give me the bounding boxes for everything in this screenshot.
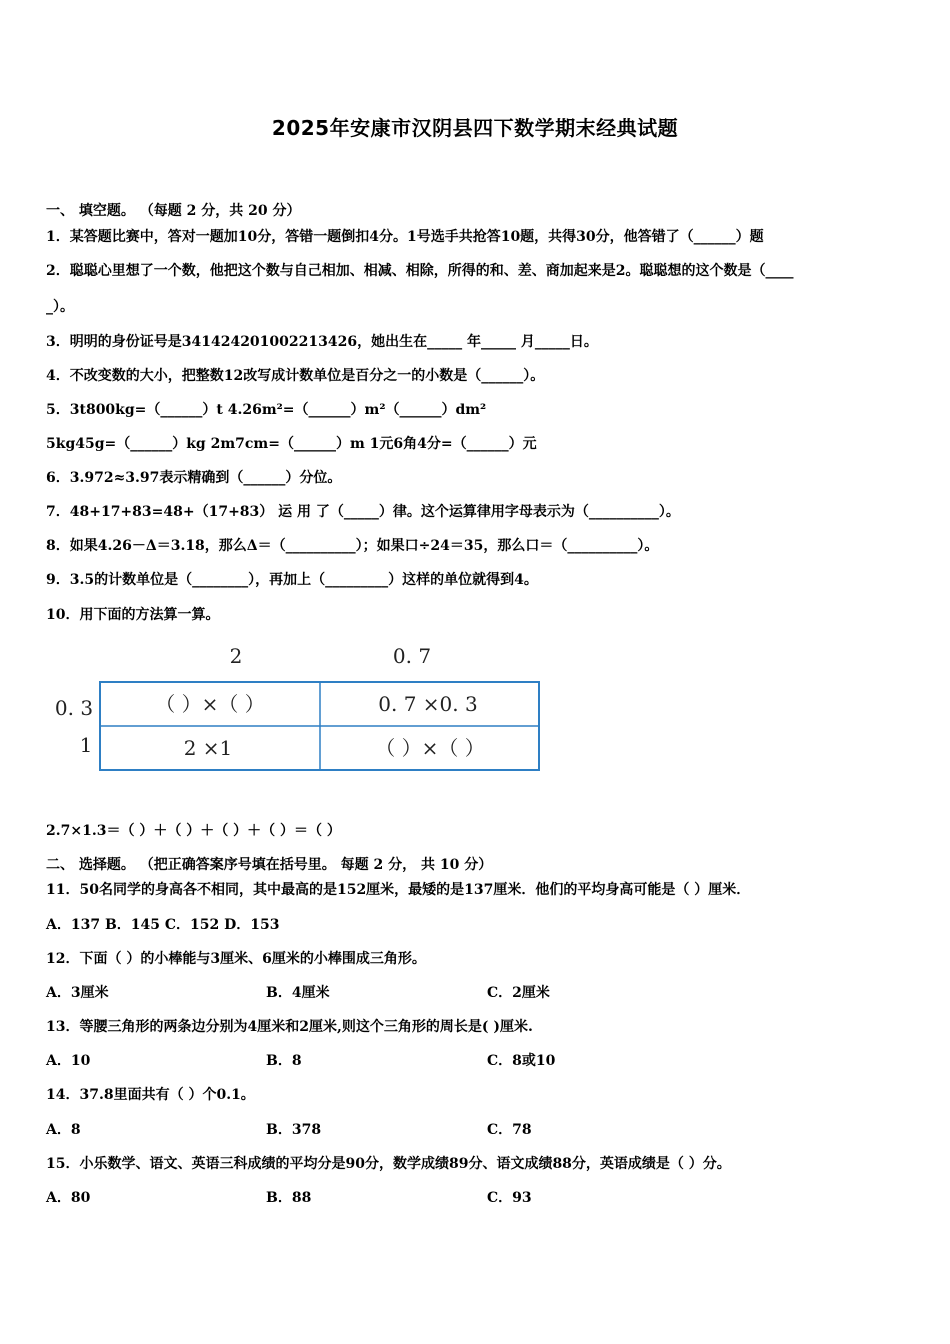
question-13: 13．等腰三角形的两条边分别为4厘米和2厘米,则这个三角形的周长是( )厘米. [46,1019,533,1035]
row-header-1: 0. 3 [54,696,94,720]
question-11: 11．50名同学的身高各不相同，其中最高的是152厘米，最矮的是137厘米．他们的平均身高可能是（ ）厘米． [46,882,751,898]
option-a: A．80 [46,1190,91,1206]
section1-heading: 一、 填空题。 （每题 2 分，共 20 分） [46,203,301,219]
cell-row1-col2: 0. 7 ×0. 3 [378,692,478,716]
section2-heading: 二、 选择题。 （把正确答案序号填在括号里。 每题 2 分， 共 10 分） [46,857,493,873]
option-c: C．93 [487,1190,532,1206]
question-2: 2．聪聪心里想了一个数，他把这个数与自己相加、相减、相除，所得的和、差、商加起来是2。聪聪想的这个数是（____ [46,263,794,279]
question-5: 5．3t800kg=（______）t 4.26m²=（______）m²（______）dm² [46,402,487,418]
column-header-1: 2 [229,644,243,668]
option-b: B．4厘米 [266,985,330,1001]
option-c: C．8或10 [487,1053,556,1069]
area-model-svg [50,638,550,788]
question-2-continued: _）。 [46,299,74,315]
option-b: B．378 [266,1122,322,1138]
question-15: 15．小乐数学、语文、英语三科成绩的平均分是90分，数学成绩89分、语文成绩88分，英语成绩是（ ）分。 [46,1156,731,1172]
option-c: C．78 [487,1122,532,1138]
question-9: 9．3.5的计数单位是（________），再加上（_________）这样的单位就得到4。 [46,572,538,588]
question-8: 8．如果4.26－Δ＝3.18，那么Δ＝（__________）；如果口÷24＝35，那么口＝（__________）。 [46,538,659,554]
question-1: 1．某答题比赛中，答对一题加10分，答错一题倒扣4分。1号选手共抢答10题，共得30分，他答错了（______）题 [46,229,764,245]
question-4: 4．不改变数的大小，把整数12改写成计数单位是百分之一的小数是（______）。 [46,368,545,384]
question-14: 14．37.8里面共有（ ）个0.1。 [46,1087,255,1103]
cell-row2-col1: 2 ×1 [183,736,233,760]
option-a: A．3厘米 [46,985,109,1001]
question-6: 6．3.972≈3.97表示精确到（______）分位。 [46,470,342,486]
area-model-figure [50,638,550,788]
option-b: B．8 [266,1053,302,1069]
cell-row2-col2: （ ）×（ ） [375,736,485,760]
option-c: C．2厘米 [487,985,550,1001]
row-header-2: 1 [79,733,93,757]
question-5-continued: 5kg45g=（______）kg 2m7cm=（______）m 1元6角4分=（______）元 [46,436,537,452]
question-10: 10．用下面的方法算一算。 [46,607,220,623]
question-10-equation: 2.7×1.3＝（ ）＋（ ）＋（ ）＋（ ）＝（ ） [46,823,341,839]
option-a: A．8 [46,1122,81,1138]
page-title: 2025年安康市汉阴县四下数学期末经典试题 [271,116,679,140]
cell-row1-col1: （ ）×（ ） [155,692,265,716]
column-header-2: 0. 7 [392,644,432,668]
question-7: 7．48+17+83=48+（17+83） 运 用 了（_____）律。这个运算律用字母表示为（__________）。 [46,504,680,520]
question-3: 3．明明的身份证号是341424201002213426，她出生在_____ 年_____ 月_____日。 [46,334,598,350]
question-11-options: A．137 B．145 C．152 D．153 [46,917,280,933]
option-b: B．88 [266,1190,312,1206]
option-a: A．10 [46,1053,91,1069]
question-12: 12．下面（ ）的小棒能与3厘米、6厘米的小棒围成三角形。 [46,951,426,967]
